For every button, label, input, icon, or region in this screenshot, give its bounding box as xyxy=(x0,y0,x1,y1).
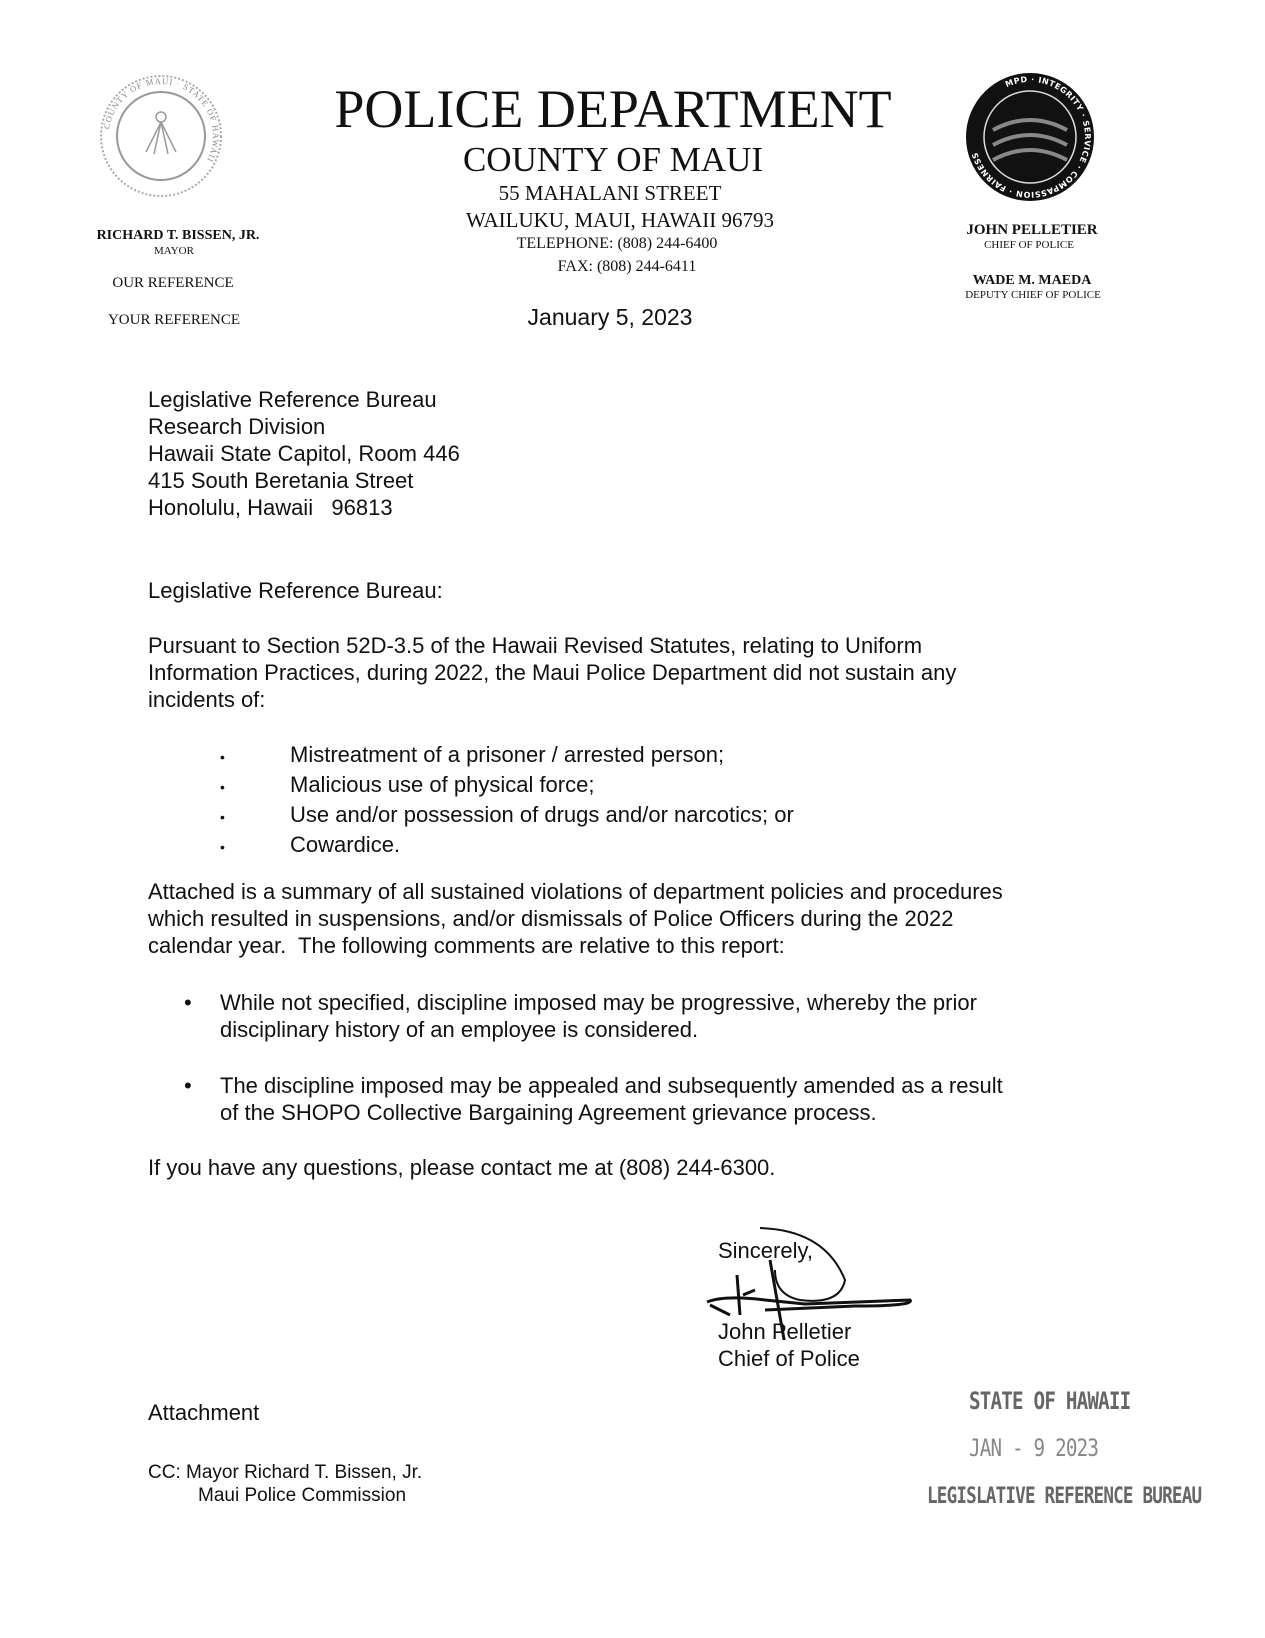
text-line: which resulted in suspensions, and/or dismissals of Police Officers during the 2022 xyxy=(148,906,954,931)
deputy-name: WADE M. MAEDA xyxy=(972,273,1092,288)
mayor-title: MAYOR xyxy=(154,245,194,257)
list-item-text: Malicious use of physical force; xyxy=(290,772,595,797)
recipient-line: Honolulu, Hawaii 96813 xyxy=(148,495,393,520)
your-reference: YOUR REFERENCE xyxy=(107,312,241,328)
chief-name: JOHN PELLETIER xyxy=(966,222,1098,238)
text-line: Pursuant to Section 52D-3.5 of the Hawaii Revised Statutes, relating to Uniform xyxy=(148,633,923,658)
county-name: COUNTY OF MAUI xyxy=(462,140,764,179)
county-seal-text: COUNTY OF MAUI · STATE OF HAWAII xyxy=(101,75,222,165)
attachment-note: Attachment xyxy=(148,1400,260,1425)
street-address: 55 MAHALANI STREET xyxy=(498,181,722,205)
recipient-line: 415 South Beretania Street xyxy=(148,468,414,493)
signer-name: John Pelletier xyxy=(718,1319,852,1344)
list-item: • Malicious use of physical force; xyxy=(220,772,595,797)
paragraph-1 xyxy=(148,632,956,713)
text-line: While not specified, discipline imposed may be progressive, whereby the prior xyxy=(220,990,977,1015)
list-item-text: Use and/or possession of drugs and/or narcotics; or xyxy=(290,802,794,827)
text-line: incidents of: xyxy=(148,687,266,712)
list-item: • Use and/or possession of drugs and/or narcotics; or xyxy=(220,802,794,827)
recipient-line: Hawaii State Capitol, Room 446 xyxy=(148,441,460,466)
city-address: WAILUKU, MAUI, HAWAII 96793 xyxy=(465,208,775,232)
text-line: The discipline imposed may be appealed and subsequently amended as a result xyxy=(220,1073,1003,1098)
letter-date: January 5, 2023 xyxy=(527,304,693,330)
comment-item: • While not specified, discipline imposed may be progressive, whereby the prior disciplinary history of an employee is considered. xyxy=(184,990,977,1042)
telephone: TELEPHONE: (808) 244-6400 xyxy=(516,235,718,252)
recipient-line: Research Division xyxy=(148,414,326,439)
department-title: POLICE DEPARTMENT xyxy=(334,79,892,139)
recipient-line: Legislative Reference Bureau xyxy=(148,387,437,412)
deputy-title: DEPUTY CHIEF OF POLICE xyxy=(965,289,1101,301)
received-stamp-date: JAN - 9 2023 xyxy=(969,1434,1099,1462)
recipient-address xyxy=(148,386,460,521)
text-line: Attached is a summary of all sustained violations of department policies and procedures xyxy=(148,879,1003,904)
fax: FAX: (808) 244-6411 xyxy=(557,258,697,275)
mayor-name: RICHARD T. BISSEN, JR. xyxy=(96,228,260,243)
signer-title: Chief of Police xyxy=(718,1346,860,1371)
salutation: Legislative Reference Bureau: xyxy=(148,578,443,603)
incidents-list xyxy=(220,741,794,861)
contact-line: If you have any questions, please contact me at (808) 244-6300. xyxy=(148,1155,776,1180)
list-item: • Mistreatment of a prisoner / arrested person; xyxy=(220,742,725,767)
mpd-seal-logo xyxy=(963,70,1097,204)
cc-line: Maui Police Commission xyxy=(198,1485,407,1506)
our-reference: OUR REFERENCE xyxy=(112,275,234,291)
paragraph-2 xyxy=(148,878,1003,959)
text-line: calendar year. The following comments are relative to this report: xyxy=(148,933,785,958)
received-stamp-bureau: LEGISLATIVE REFERENCE BUREAU xyxy=(927,1484,1202,1509)
county-seal-logo xyxy=(96,72,226,202)
list-item-text: Mistreatment of a prisoner / arrested person; xyxy=(290,742,725,767)
received-stamp-state: STATE OF HAWAII xyxy=(969,1387,1131,1415)
chief-title: CHIEF OF POLICE xyxy=(984,239,1074,251)
list-item: • Cowardice. xyxy=(220,832,401,857)
cc-line: CC: Mayor Richard T. Bissen, Jr. xyxy=(148,1462,423,1483)
closing: Sincerely, xyxy=(718,1238,813,1263)
text-line: of the SHOPO Collective Bargaining Agreement grievance process. xyxy=(220,1100,877,1125)
comment-item: • The discipline imposed may be appealed and subsequently amended as a result of the SHOPO Collective Bargaining Agreement grievance process. xyxy=(184,1073,1003,1125)
text-line: disciplinary history of an employee is considered. xyxy=(220,1017,699,1042)
mpd-seal-text: MPD · INTEGRITY · SERVICE · COMPASSION · FAIRNESS xyxy=(970,74,1093,200)
text-line: Information Practices, during 2022, the Maui Police Department did not sustain any xyxy=(148,660,957,685)
list-item-text: Cowardice. xyxy=(290,832,401,857)
